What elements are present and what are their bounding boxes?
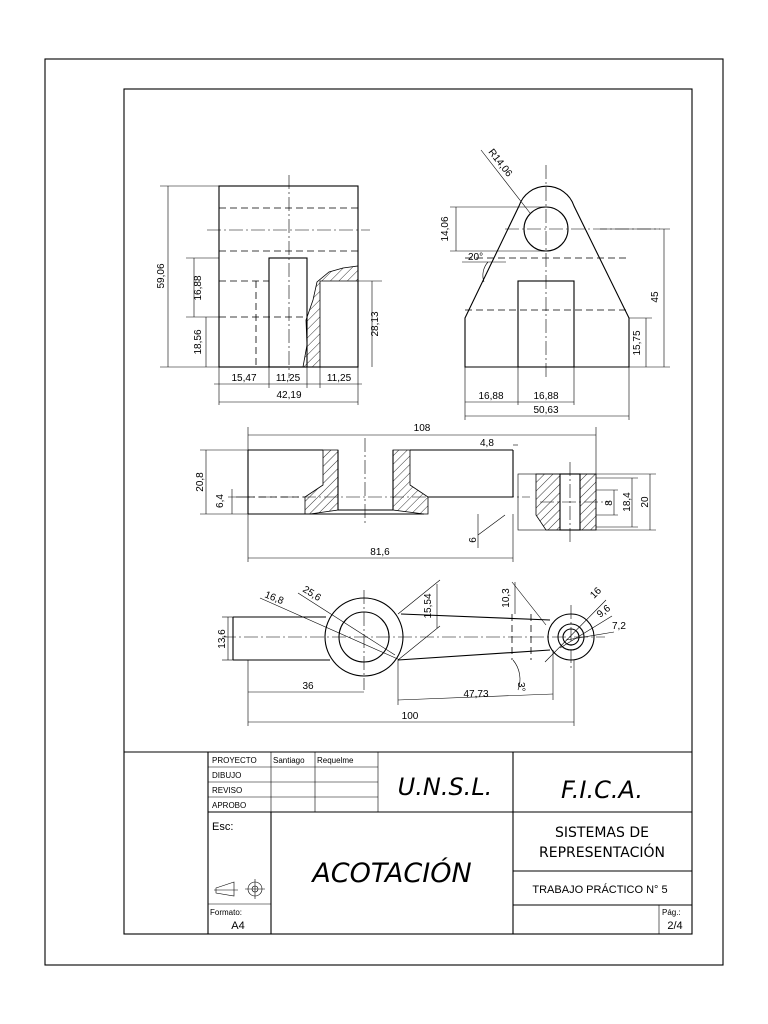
tb-name-2: Requelme [317,756,354,765]
dim-45: 45 [650,291,661,303]
dim-18-56: 18,56 [193,329,204,355]
tb-label-reviso: REVISO [212,786,243,795]
subject-line-1: SISTEMAS DE [555,825,649,841]
dim-16-88-front: 16,88 [193,275,204,301]
dim-10-3: 10,3 [501,588,512,608]
side-outline [465,186,629,367]
dim-16-8: 16,8 [262,589,286,608]
page-value: 2/4 [667,920,683,932]
projection-symbol-icon [214,879,265,899]
dim-9-6: 9,6 [595,603,613,621]
front-view [156,175,382,405]
dim-16: 16 [588,585,604,602]
side-view [440,147,670,420]
dim-25-6: 25,6 [300,584,323,604]
dim-16-88-b: 16,88 [533,391,559,402]
section-view [195,423,656,562]
section-hatch-right [393,450,428,514]
tb-label-proyecto: PROYECTO [212,756,257,765]
dim-14-06: 14,06 [440,216,451,242]
front-section-hatch [303,266,358,367]
tb-label-aprobo: APROBO [212,801,247,810]
dim-11-25-a: 11,25 [275,373,301,384]
university-name: U.N.S.L. [397,773,493,801]
dim-28-13: 28,13 [370,311,381,337]
faculty-name: F.I.C.A. [561,776,643,804]
dim-15-47: 15,47 [231,373,257,384]
dim-15-75: 15,75 [632,330,643,356]
dim-81-6: 81,6 [370,547,390,558]
dim-4-8: 4,8 [480,438,494,449]
format-label: Formato: [210,908,243,917]
top-view [217,580,626,726]
dim-6-4: 6,4 [215,494,226,508]
dim-15-54: 15,54 [423,593,434,619]
dim-42-19: 42,19 [276,390,302,401]
dim-3-deg: 3° [515,682,526,692]
drawing-title: ACOTACIÓN [312,858,472,889]
dim-6: 6 [468,537,479,543]
dim-36: 36 [302,681,314,692]
tb-name-1: Santiago [273,756,305,765]
dim-18-4: 18,4 [622,492,633,512]
dim-50-63: 50,63 [533,405,559,416]
dim-59-06: 59,06 [156,263,167,289]
assignment-label: TRABAJO PRÁCTICO N° 5 [532,884,668,896]
dim-8: 8 [604,500,615,506]
dim-20-8: 20,8 [195,472,206,492]
dim-r14-06: R14,06 [485,147,515,180]
dim-20: 20 [640,496,651,508]
section-hatch-left [305,450,338,514]
esc-label: Esc: [212,821,234,833]
dim-7-2: 7,2 [612,621,626,632]
subject-line-2: REPRESENTACIÓN [539,845,665,861]
dim-108: 108 [413,423,431,434]
tb-label-dibujo: DIBUJO [212,771,242,780]
dim-100: 100 [401,711,419,722]
dim-20-deg: 20° [468,252,484,263]
page-label: Pág.: [662,908,681,917]
dim-16-88-a: 16,88 [478,391,504,402]
dim-11-25-b: 11,25 [326,373,352,384]
format-value: A4 [231,920,245,932]
title-block [124,752,692,934]
dim-47-73: 47,73 [463,689,489,700]
dim-13-6: 13,6 [217,629,228,649]
